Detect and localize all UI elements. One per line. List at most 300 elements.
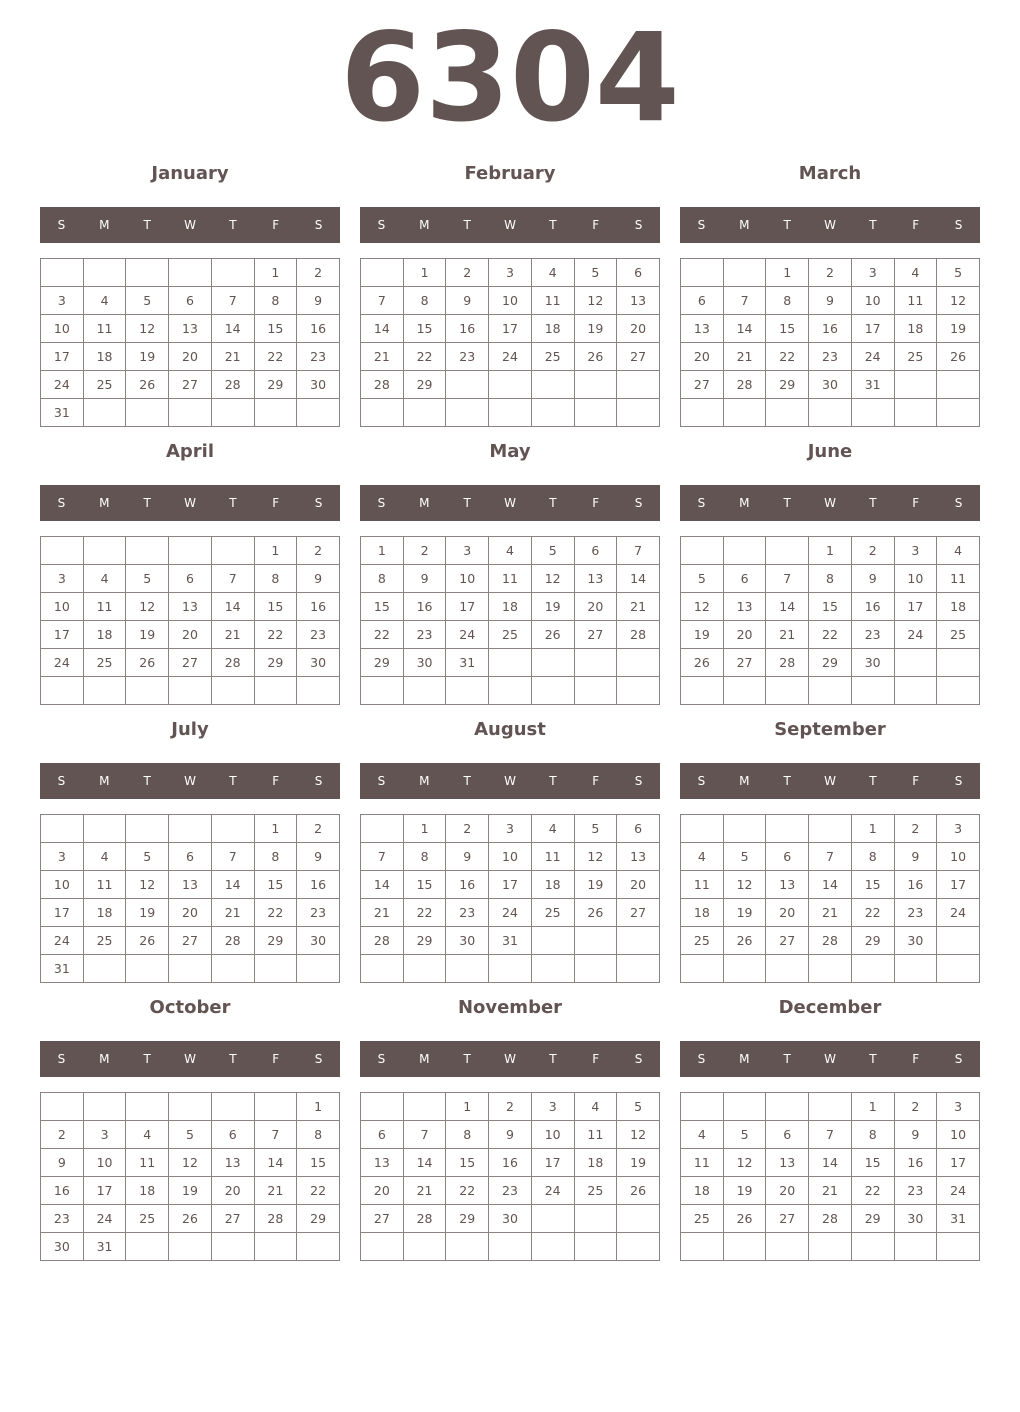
- day-cell: 31: [851, 371, 894, 399]
- weekday-label: S: [314, 496, 323, 510]
- day-cell: 30: [297, 649, 340, 677]
- day-cell: 21: [211, 343, 254, 371]
- day-cell: 25: [83, 371, 126, 399]
- day-cell: 1: [403, 815, 446, 843]
- weekday-label: W: [504, 774, 516, 788]
- empty-cell: [126, 1233, 169, 1261]
- day-cell: 28: [254, 1205, 297, 1233]
- day-cell: 18: [681, 1177, 724, 1205]
- month-name: August: [474, 719, 546, 740]
- day-grid: [40, 536, 340, 705]
- empty-cell: [894, 1233, 937, 1261]
- day-cell: 16: [403, 593, 446, 621]
- week-row: [41, 287, 340, 315]
- day-cell: 28: [361, 927, 404, 955]
- day-cell: 24: [937, 1177, 980, 1205]
- weekday-label: M: [419, 218, 430, 232]
- weekday-label: M: [419, 774, 430, 788]
- day-cell: 20: [766, 1177, 809, 1205]
- day-cell: 10: [851, 287, 894, 315]
- weekday-label: T: [143, 496, 151, 510]
- day-cell: 8: [446, 1121, 489, 1149]
- empty-cell: [617, 399, 660, 427]
- week-row: [361, 315, 660, 343]
- weekday-label: F: [272, 496, 280, 510]
- day-cell: 26: [574, 343, 617, 371]
- empty-cell: [83, 1093, 126, 1121]
- empty-cell: [169, 815, 212, 843]
- week-row: [361, 843, 660, 871]
- day-cell: 8: [297, 1121, 340, 1149]
- day-cell: 29: [809, 649, 852, 677]
- day-cell: 20: [723, 621, 766, 649]
- day-cell: 21: [361, 343, 404, 371]
- day-cell: 25: [531, 899, 574, 927]
- day-cell: 8: [254, 843, 297, 871]
- day-cell: 24: [41, 371, 84, 399]
- day-cell: 2: [297, 259, 340, 287]
- week-row: [361, 1121, 660, 1149]
- day-cell: 25: [937, 621, 980, 649]
- weekday-label: M: [419, 496, 430, 510]
- day-cell: 7: [766, 565, 809, 593]
- weekday-label: W: [184, 496, 196, 510]
- day-cell: 30: [894, 927, 937, 955]
- day-cell: 23: [809, 343, 852, 371]
- weekday-header: [40, 207, 340, 243]
- day-cell: 25: [574, 1177, 617, 1205]
- weekday-header: [40, 485, 340, 521]
- day-cell: 10: [446, 565, 489, 593]
- day-cell: 15: [403, 871, 446, 899]
- weekday-label: T: [869, 1052, 877, 1066]
- empty-cell: [723, 1233, 766, 1261]
- day-cell: 7: [723, 287, 766, 315]
- day-cell: 18: [83, 343, 126, 371]
- day-cell: 27: [361, 1205, 404, 1233]
- day-cell: 1: [851, 1093, 894, 1121]
- day-cell: 1: [446, 1093, 489, 1121]
- weekday-label: S: [954, 1052, 963, 1066]
- day-cell: 9: [297, 565, 340, 593]
- day-grid: [680, 814, 980, 983]
- empty-cell: [723, 537, 766, 565]
- week-row: [41, 955, 340, 983]
- day-cell: 12: [681, 593, 724, 621]
- day-cell: 5: [681, 565, 724, 593]
- week-row: [41, 621, 340, 649]
- day-cell: 27: [169, 371, 212, 399]
- weekday-label: S: [634, 774, 643, 788]
- day-cell: 11: [489, 565, 532, 593]
- day-cell: 8: [403, 843, 446, 871]
- day-cell: 27: [617, 343, 660, 371]
- empty-cell: [574, 1205, 617, 1233]
- day-cell: 24: [937, 899, 980, 927]
- day-cell: 27: [211, 1205, 254, 1233]
- weekday-label: S: [314, 774, 323, 788]
- day-cell: 16: [446, 871, 489, 899]
- day-cell: 29: [851, 1205, 894, 1233]
- empty-cell: [83, 815, 126, 843]
- weekday-label: M: [99, 1052, 110, 1066]
- day-cell: 29: [851, 927, 894, 955]
- weekday-label: F: [592, 774, 600, 788]
- day-cell: 5: [169, 1121, 212, 1149]
- weekday-label: S: [634, 218, 643, 232]
- day-grid: [360, 1092, 660, 1261]
- day-cell: 6: [617, 259, 660, 287]
- week-row: [681, 259, 980, 287]
- day-cell: 27: [723, 649, 766, 677]
- day-cell: 9: [446, 287, 489, 315]
- empty-cell: [681, 815, 724, 843]
- day-cell: 17: [851, 315, 894, 343]
- day-cell: 6: [681, 287, 724, 315]
- week-row: [361, 593, 660, 621]
- day-cell: 11: [83, 871, 126, 899]
- week-row: [681, 815, 980, 843]
- week-row: [361, 287, 660, 315]
- empty-cell: [617, 677, 660, 705]
- day-cell: 30: [809, 371, 852, 399]
- day-cell: 27: [766, 1205, 809, 1233]
- day-cell: 13: [681, 315, 724, 343]
- day-cell: 25: [681, 1205, 724, 1233]
- day-cell: 13: [211, 1149, 254, 1177]
- day-cell: 23: [851, 621, 894, 649]
- day-cell: 7: [211, 843, 254, 871]
- day-cell: 16: [894, 1149, 937, 1177]
- month-name: September: [774, 719, 886, 740]
- week-row: [41, 1205, 340, 1233]
- day-cell: 17: [446, 593, 489, 621]
- weekday-label: S: [697, 774, 706, 788]
- day-cell: 13: [169, 315, 212, 343]
- day-cell: 11: [574, 1121, 617, 1149]
- empty-cell: [361, 677, 404, 705]
- weekday-label: W: [184, 218, 196, 232]
- empty-cell: [723, 677, 766, 705]
- day-cell: 31: [937, 1205, 980, 1233]
- day-cell: 24: [489, 899, 532, 927]
- week-row: [361, 399, 660, 427]
- day-cell: 9: [489, 1121, 532, 1149]
- day-cell: 10: [41, 593, 84, 621]
- week-row: [681, 537, 980, 565]
- empty-cell: [254, 1233, 297, 1261]
- day-cell: 23: [403, 621, 446, 649]
- weekday-label: W: [824, 218, 836, 232]
- empty-cell: [937, 955, 980, 983]
- day-cell: 25: [489, 621, 532, 649]
- empty-cell: [894, 955, 937, 983]
- day-cell: 4: [126, 1121, 169, 1149]
- week-row: [41, 677, 340, 705]
- day-cell: 20: [169, 621, 212, 649]
- day-cell: 22: [297, 1177, 340, 1205]
- day-cell: 16: [446, 315, 489, 343]
- weekday-header: [680, 763, 980, 799]
- empty-cell: [766, 537, 809, 565]
- day-cell: 7: [809, 843, 852, 871]
- day-cell: 20: [766, 899, 809, 927]
- empty-cell: [403, 955, 446, 983]
- day-cell: 13: [723, 593, 766, 621]
- day-cell: 4: [531, 815, 574, 843]
- day-cell: 3: [41, 565, 84, 593]
- day-cell: 7: [809, 1121, 852, 1149]
- week-row: [361, 649, 660, 677]
- empty-cell: [809, 677, 852, 705]
- day-cell: 6: [169, 287, 212, 315]
- empty-cell: [361, 1093, 404, 1121]
- day-cell: 11: [531, 287, 574, 315]
- day-cell: 12: [574, 843, 617, 871]
- empty-cell: [489, 677, 532, 705]
- day-cell: 19: [937, 315, 980, 343]
- day-cell: 23: [489, 1177, 532, 1205]
- day-cell: 23: [41, 1205, 84, 1233]
- weekday-label: F: [592, 218, 600, 232]
- day-cell: 20: [681, 343, 724, 371]
- day-cell: 22: [403, 899, 446, 927]
- day-cell: 9: [297, 287, 340, 315]
- empty-cell: [403, 1233, 446, 1261]
- day-cell: 10: [83, 1149, 126, 1177]
- day-cell: 14: [361, 315, 404, 343]
- empty-cell: [681, 1233, 724, 1261]
- day-cell: 6: [169, 843, 212, 871]
- weekday-label: M: [739, 496, 750, 510]
- weekday-label: S: [377, 496, 386, 510]
- empty-cell: [851, 677, 894, 705]
- week-row: [681, 565, 980, 593]
- day-cell: 17: [489, 315, 532, 343]
- day-cell: 14: [403, 1149, 446, 1177]
- day-cell: 22: [254, 621, 297, 649]
- empty-cell: [809, 399, 852, 427]
- day-cell: 8: [851, 1121, 894, 1149]
- day-cell: 16: [489, 1149, 532, 1177]
- day-cell: 13: [766, 1149, 809, 1177]
- empty-cell: [766, 399, 809, 427]
- day-cell: 1: [254, 537, 297, 565]
- weekday-header: [360, 485, 660, 521]
- week-row: [361, 537, 660, 565]
- day-cell: 9: [41, 1149, 84, 1177]
- day-cell: 8: [809, 565, 852, 593]
- week-row: [681, 871, 980, 899]
- week-row: [41, 537, 340, 565]
- day-cell: 2: [894, 815, 937, 843]
- weekday-label: T: [143, 1052, 151, 1066]
- day-cell: 30: [41, 1233, 84, 1261]
- day-cell: 14: [361, 871, 404, 899]
- day-cell: 9: [297, 843, 340, 871]
- day-cell: 28: [766, 649, 809, 677]
- day-cell: 17: [41, 621, 84, 649]
- empty-cell: [531, 399, 574, 427]
- weekday-header: [360, 763, 660, 799]
- day-cell: 23: [297, 899, 340, 927]
- day-cell: 20: [361, 1177, 404, 1205]
- empty-cell: [254, 1093, 297, 1121]
- empty-cell: [617, 1233, 660, 1261]
- day-cell: 19: [723, 1177, 766, 1205]
- day-cell: 16: [41, 1177, 84, 1205]
- weekday-label: M: [739, 774, 750, 788]
- day-cell: 20: [617, 871, 660, 899]
- day-cell: 27: [169, 649, 212, 677]
- day-cell: 31: [489, 927, 532, 955]
- day-cell: 6: [723, 565, 766, 593]
- day-cell: 21: [723, 343, 766, 371]
- empty-cell: [851, 399, 894, 427]
- weekday-header: [680, 1041, 980, 1077]
- day-cell: 28: [809, 927, 852, 955]
- day-grid: [680, 1092, 980, 1261]
- day-cell: 2: [403, 537, 446, 565]
- day-cell: 6: [361, 1121, 404, 1149]
- weekday-label: T: [549, 1052, 557, 1066]
- week-row: [361, 677, 660, 705]
- day-cell: 16: [851, 593, 894, 621]
- empty-cell: [126, 955, 169, 983]
- day-cell: 22: [361, 621, 404, 649]
- day-cell: 8: [361, 565, 404, 593]
- day-cell: 23: [894, 1177, 937, 1205]
- week-row: [41, 259, 340, 287]
- day-cell: 18: [83, 899, 126, 927]
- day-cell: 11: [681, 871, 724, 899]
- day-cell: 14: [617, 565, 660, 593]
- weekday-header: [680, 207, 980, 243]
- day-cell: 2: [41, 1121, 84, 1149]
- day-grid: [360, 258, 660, 427]
- day-cell: 15: [766, 315, 809, 343]
- day-cell: 24: [489, 343, 532, 371]
- day-cell: 24: [41, 649, 84, 677]
- day-cell: 29: [766, 371, 809, 399]
- day-cell: 7: [361, 287, 404, 315]
- day-cell: 4: [489, 537, 532, 565]
- week-row: [681, 399, 980, 427]
- week-row: [361, 259, 660, 287]
- weekday-label: W: [184, 774, 196, 788]
- day-cell: 18: [894, 315, 937, 343]
- day-cell: 14: [809, 1149, 852, 1177]
- day-cell: 5: [937, 259, 980, 287]
- day-cell: 19: [126, 621, 169, 649]
- day-cell: 21: [809, 899, 852, 927]
- day-cell: 17: [531, 1149, 574, 1177]
- weekday-label: S: [697, 1052, 706, 1066]
- weekday-label: S: [954, 774, 963, 788]
- day-cell: 28: [211, 649, 254, 677]
- day-cell: 8: [403, 287, 446, 315]
- weekday-label: S: [634, 1052, 643, 1066]
- day-cell: 21: [809, 1177, 852, 1205]
- day-cell: 9: [403, 565, 446, 593]
- week-row: [41, 343, 340, 371]
- day-cell: 8: [766, 287, 809, 315]
- day-cell: 26: [531, 621, 574, 649]
- week-row: [41, 371, 340, 399]
- day-cell: 13: [574, 565, 617, 593]
- empty-cell: [83, 537, 126, 565]
- day-cell: 3: [41, 287, 84, 315]
- day-cell: 10: [894, 565, 937, 593]
- empty-cell: [681, 955, 724, 983]
- weekday-label: S: [57, 496, 66, 510]
- weekday-label: S: [954, 496, 963, 510]
- day-cell: 19: [574, 871, 617, 899]
- day-cell: 1: [809, 537, 852, 565]
- empty-cell: [41, 815, 84, 843]
- weekday-label: F: [272, 218, 280, 232]
- day-cell: 14: [254, 1149, 297, 1177]
- day-cell: 9: [809, 287, 852, 315]
- day-cell: 1: [254, 259, 297, 287]
- empty-cell: [361, 399, 404, 427]
- weekday-label: S: [314, 218, 323, 232]
- empty-cell: [126, 537, 169, 565]
- day-cell: 2: [446, 259, 489, 287]
- empty-cell: [617, 371, 660, 399]
- day-cell: 11: [126, 1149, 169, 1177]
- day-cell: 11: [83, 593, 126, 621]
- empty-cell: [403, 399, 446, 427]
- weekday-label: M: [99, 496, 110, 510]
- week-row: [681, 593, 980, 621]
- day-cell: 18: [937, 593, 980, 621]
- week-row: [681, 1093, 980, 1121]
- day-cell: 17: [937, 871, 980, 899]
- day-cell: 8: [254, 565, 297, 593]
- day-cell: 14: [809, 871, 852, 899]
- day-cell: 29: [403, 371, 446, 399]
- day-cell: 27: [617, 899, 660, 927]
- empty-cell: [723, 955, 766, 983]
- day-cell: 14: [211, 315, 254, 343]
- weekday-label: T: [783, 496, 791, 510]
- empty-cell: [894, 677, 937, 705]
- day-cell: 19: [723, 899, 766, 927]
- day-cell: 2: [809, 259, 852, 287]
- day-cell: 11: [894, 287, 937, 315]
- day-cell: 5: [531, 537, 574, 565]
- year-title: 6304: [340, 7, 680, 149]
- empty-cell: [169, 955, 212, 983]
- weekday-label: S: [377, 774, 386, 788]
- weekday-label: S: [697, 496, 706, 510]
- day-cell: 2: [297, 815, 340, 843]
- week-row: [41, 1233, 340, 1261]
- week-row: [681, 1177, 980, 1205]
- empty-cell: [617, 927, 660, 955]
- day-cell: 27: [681, 371, 724, 399]
- week-row: [361, 565, 660, 593]
- weekday-label: T: [143, 218, 151, 232]
- day-cell: 30: [851, 649, 894, 677]
- week-row: [41, 649, 340, 677]
- day-cell: 26: [574, 899, 617, 927]
- weekday-label: S: [697, 218, 706, 232]
- weekday-label: M: [99, 774, 110, 788]
- empty-cell: [126, 815, 169, 843]
- day-cell: 31: [446, 649, 489, 677]
